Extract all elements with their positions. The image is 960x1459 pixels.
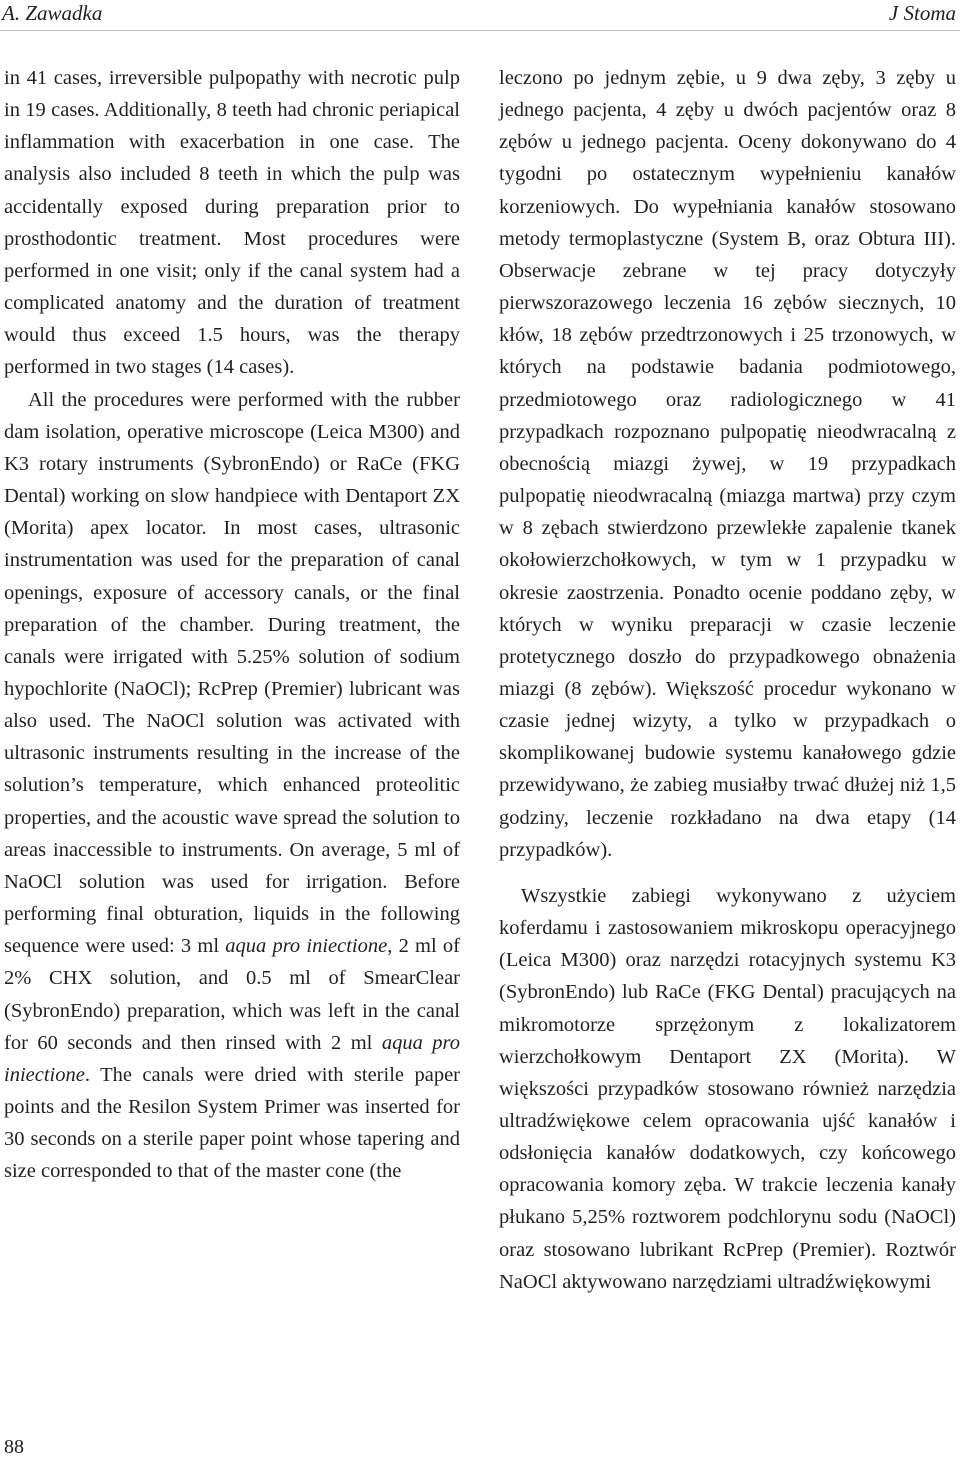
paragraph-polish-cases: leczono po jednym zębie, u 9 dwa zęby, 3 zęby u jednego pacjenta, 4 zęby u dwóch pacjentów oraz 8 zębów u jednego pacjenta. Oceny dokonywano do 4 tygodni po ostatecznym wypełnieniu kanałów korzeniowych. Do wypełniania kanałów stosowano metody termoplastyczne (System B, oraz Obtura III). Obserwacje zebrane w tej pracy dotyczyły pierwszorazowego leczenia 16 zębów siecznych, 10 kłów, 18 zębów przedtrzonowych i 25 trzonowych, w których na podstawie badania podmiotowego, przedmiotowego oraz radiologicznego w 41 przypadkach rozpoznano pulpopatię nieodwracalną z obecnością miazgi żywej, w 19 przypadkach pulpopatię nieodwracalną (miazga martwa) przy czym w 8 zębach stwierdzono przewlekłe zapalenie tkanek okołowierzchołkowych, w tym w 1 przypadku w okresie zaostrzenia. Ponadto ocenie poddano zęby, w których w wyniku preparacji w czasie leczenie protetycznego doszło do przypadkowego obnażenia miazgi (8 zębów). Większość procedur wykonano w czasie jednej wizyty, a tylko w przypadkach o skomplikowanej budowie systemu kanałowego gdzie przewidywano, że zabieg musiałby trwać dłużej niż 1,5 godziny, leczenie rozkładano na dwa etapy (14 przypadków). bbox=[499, 67, 956, 861]
paragraph-polish-procedures: Wszystkie zabiegi wykonywano z użyciem koferdamu i zastosowaniem mikroskopu operacyjnego (Leica M300) oraz narzędzi rotacyjnych systemu K3 (SybronEndo) lub RaCe (FKG Dental) pracujących na mikromotorze sprzężonym z lokalizatorem wierzchołkowym Dentaport ZX (Morita). W większości przypadków stosowano również narzędzia ultradźwiękowe celem opracowania ujść kanałów i odsłonięcia kanałów dodatkowych, czy końcowego opracowania komory zęba. W trakcie leczenia kanały płukano 5,25% roztworem podchlorynu sodu (NaOCl) oraz stosowano lubrikant RcPrep (Premier). Roztwór NaOCl aktywowano narzędziami ultradźwiękowymi bbox=[499, 884, 956, 1293]
paragraph-procedures-text-1: All the procedures were performed with the rubber dam isolation, operative microscope (Leica M300) and K3 rotary instruments (SybronEndo) or RaCe (FKG Dental) working on slow handpiece with Dentaport ZX (Morita) apex locator. In most cases, ultrasonic instrumentation was used for the preparation of canal openings, exposure of accessory canals, or the final preparation of the chamber. During treatment, the canals were irrigated with 5.25% solution of sodium hypochlorite (NaOCl); RcPrep (Premier) lubricant was also used. The NaOCl solution was activated with ultrasonic instruments resulting in the increase of the solution’s temperature, which enhanced proteolitic properties, and the acoustic wave spread the solution to areas inaccessible to instruments. On average, 5 ml of NaOCl solution was used for irrigation. Before performing final obturation, liquids in the following sequence were used: 3 ml bbox=[4, 388, 460, 958]
polish-text-column bbox=[499, 62, 956, 1298]
italic-term-aqua-2: aqua pro iniectione bbox=[4, 1031, 460, 1086]
running-header-author: A. Zawadka bbox=[2, 1, 103, 25]
running-header-journal: J Stoma bbox=[888, 1, 956, 25]
running-header bbox=[0, 0, 960, 31]
english-text-column bbox=[4, 62, 460, 1187]
paragraph-procedures-text-3: . The canals were dried with sterile paper points and the Resilon System Primer was inserted for 30 seconds on a sterile paper point whose tapering and size corresponded to that of the master cone (the bbox=[4, 1063, 460, 1183]
italic-term-aqua-1: aqua pro iniectione bbox=[225, 935, 388, 958]
paragraph-procedures bbox=[4, 384, 460, 1188]
paragraph-patient-cases: in 41 cases, irreversible pulpopathy with necrotic pulp in 19 cases. Additionally, 8 teeth had chronic periapical inflammation with exacerbation in one case. The analysis also included 8 teeth in which the pulp was accidentally exposed during preparation prior to prosthodontic treatment. Most procedures were performed in one visit; only if the canal system had a complicated anatomy and the duration of treatment would thus exceed 1.5 hours, was the therapy performed in two stages (14 cases). bbox=[4, 67, 460, 379]
page-number: 88 bbox=[4, 1436, 24, 1458]
paragraph-procedures-text-2: , 2 ml of 2% CHX solution, and 0.5 ml of SmearClear (SybronEndo) preparation, which was left in the canal for 60 seconds and then rinsed with 2 ml bbox=[4, 935, 460, 1054]
